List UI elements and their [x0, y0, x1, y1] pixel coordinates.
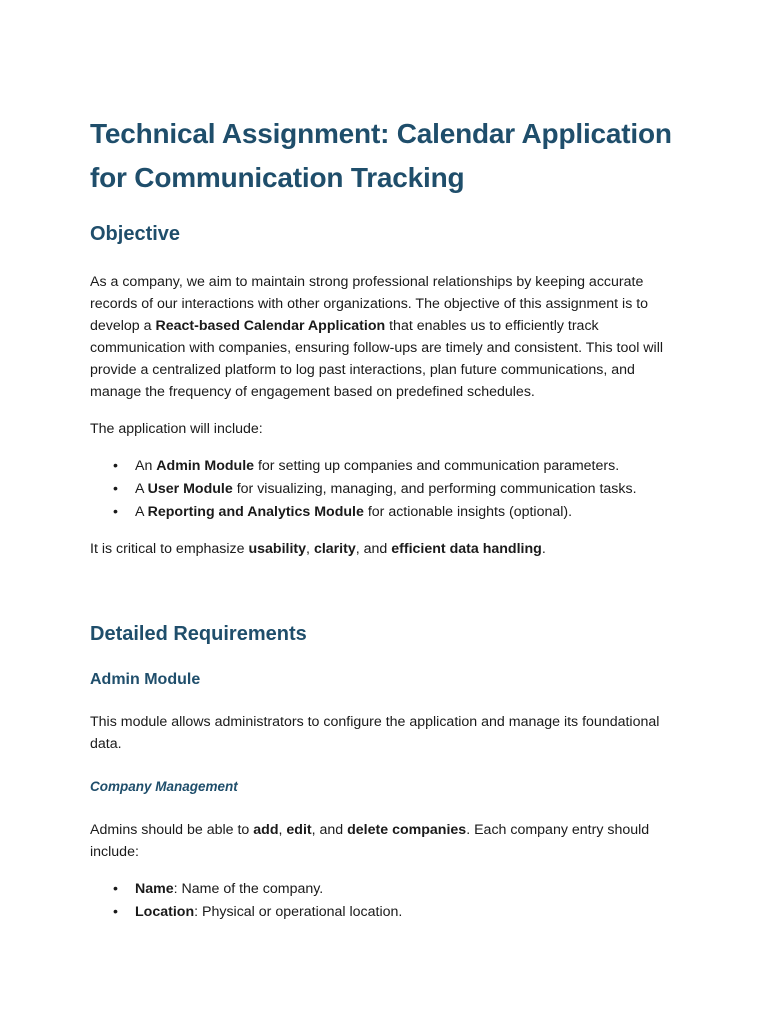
paragraph-bold-text: usability	[248, 541, 307, 557]
list-item-text: A	[135, 481, 148, 497]
company-management-paragraph	[90, 819, 680, 863]
list-item-bold: Location	[135, 904, 195, 920]
paragraph-text: .	[541, 541, 546, 557]
list-item-text: : Name of the company.	[173, 881, 324, 897]
list-item-bold: Reporting and Analytics Module	[147, 504, 364, 520]
list-item-text: A	[135, 504, 148, 520]
list-item	[90, 478, 680, 501]
objective-list-intro: The application will include:	[90, 421, 263, 437]
paragraph-text: ,	[278, 822, 287, 838]
paragraph-text: It is critical to emphasize	[90, 541, 249, 557]
bullet-icon: •	[113, 481, 118, 497]
list-item	[90, 455, 680, 478]
objective-heading: Objective	[90, 223, 181, 245]
list-item-bold: User Module	[147, 481, 233, 497]
list-item-bold: Name	[135, 881, 174, 897]
bullet-icon: •	[113, 458, 118, 474]
bullet-icon: •	[113, 904, 118, 920]
paragraph-text: . Each company entry should include:	[90, 822, 650, 860]
list-item	[90, 501, 680, 524]
document-page	[90, 112, 680, 924]
admin-module-heading: Admin Module	[90, 671, 201, 688]
list-item-text: for visualizing, managing, and performing communication tasks.	[232, 481, 637, 497]
company-management-heading: Company Management	[90, 779, 238, 794]
paragraph-bold-text: React-based Calendar Application	[155, 318, 386, 334]
paragraph-bold-text: clarity	[313, 541, 356, 557]
paragraph-text: , and	[355, 541, 392, 557]
emphasis-paragraph	[90, 538, 680, 560]
bullet-icon: •	[113, 881, 118, 897]
paragraph-bold-text: delete companies	[347, 822, 467, 838]
paragraph-bold-text: efficient data handling	[391, 541, 542, 557]
paragraph-bold-text: edit	[286, 822, 312, 838]
objective-paragraph	[90, 271, 680, 403]
list-item-text: for setting up companies and communication parameters.	[254, 458, 620, 474]
document-title: Technical Assignment: Calendar Application for Communication Tracking	[90, 118, 672, 193]
list-item-text: : Physical or operational location.	[194, 904, 403, 920]
paragraph-text: that enables us to efficiently track communication with companies, ensuring follow-ups are timely and consistent. This tool will provide a centralized platform to log past interactions, plan future communications, and manage the frequency of engagement based on predefined schedules.	[90, 318, 664, 400]
requirements-heading: Detailed Requirements	[90, 623, 307, 645]
list-item-bold: Admin Module	[156, 458, 255, 474]
list-item	[90, 901, 680, 924]
paragraph-bold-text: add	[253, 822, 279, 838]
module-list	[90, 455, 680, 524]
list-item	[90, 878, 680, 901]
list-item-text: for actionable insights (optional).	[363, 504, 573, 520]
bullet-icon: •	[113, 504, 118, 520]
paragraph-text: Admins should be able to	[90, 822, 254, 838]
list-item-text: An	[135, 458, 157, 474]
company-fields-list	[90, 878, 680, 924]
admin-module-paragraph: This module allows administrators to configure the application and manage its foundational data.	[90, 714, 660, 752]
paragraph-text: As a company, we aim to maintain strong professional relationships by keeping accurate records of our interactions with other organizations. The objective of this assignment is to develop a	[90, 274, 649, 334]
paragraph-text: ,	[306, 541, 314, 557]
paragraph-text: , and	[311, 822, 348, 838]
